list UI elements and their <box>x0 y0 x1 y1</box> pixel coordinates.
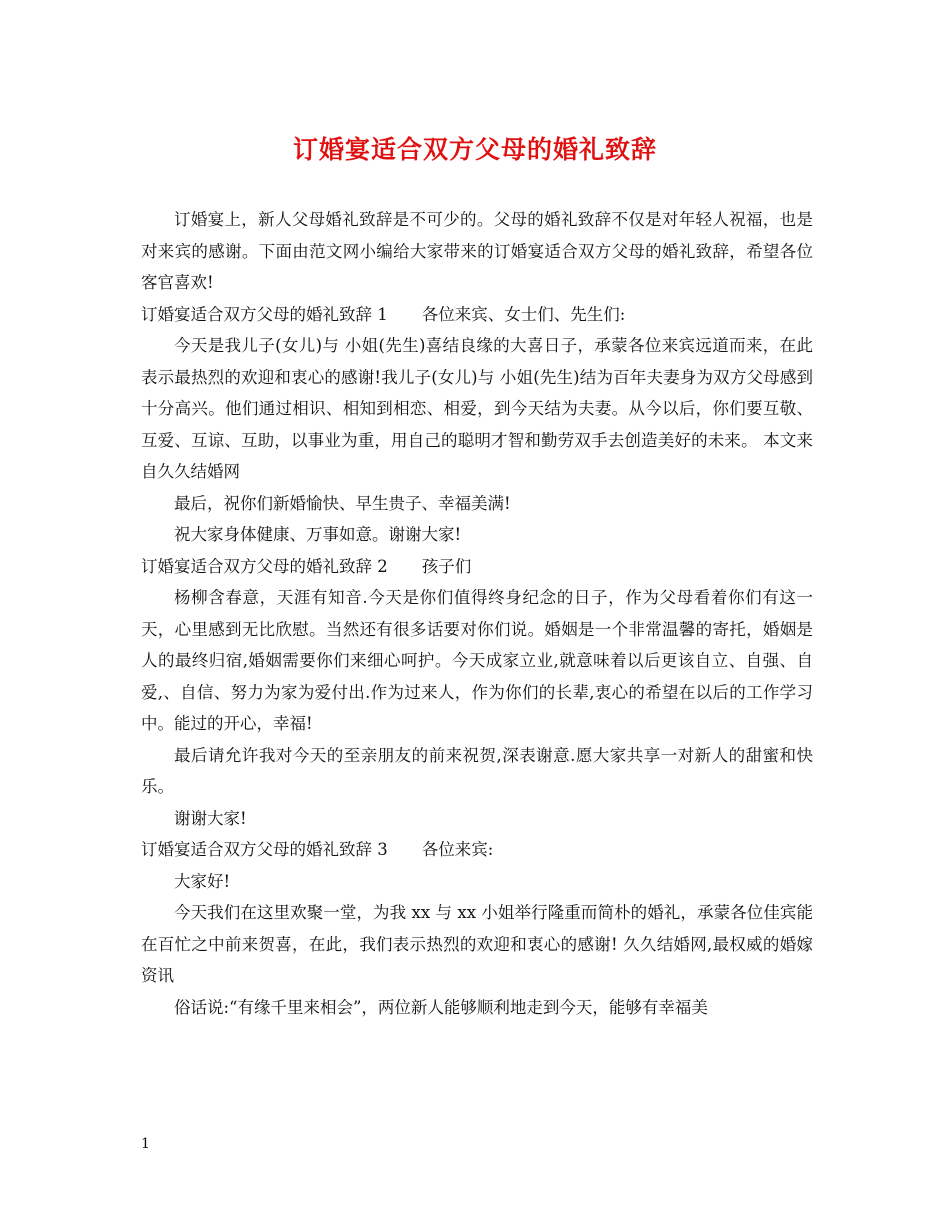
section-heading-line <box>141 299 813 331</box>
document-title: 订婚宴适合双方父母的婚礼致辞 <box>292 135 657 164</box>
speech-paragraph: 俗话说:“有缘千里来相会”，两位新人能够顺利地走到今天，能够有幸福美 <box>174 997 708 1017</box>
section-salutation: 各位来宾: <box>421 840 494 859</box>
document-body <box>141 204 813 1023</box>
speech-paragraph: 今天是我儿子(女儿)与 小姐(先生)喜结良缘的大喜日子，承蒙各位来宾远道而来，在此表示最热烈的欢迎和衷心的感谢!我儿子(女儿)与 小姐(先生)结为百年夫妻身为双方父母感到十分高兴。他们通过相识、相知到相恋、相爱，到今天结为夫妻。从今以后，你们要互敬、互爱、互谅、互助，以事业为重，用自己的聪明才智和勤劳双手去创造美好的未来。 本文来自久久结婚网 <box>141 336 813 481</box>
speech-paragraph: 谢谢大家! <box>174 808 247 828</box>
section-salutation: 各位来宾、女士们、先生们: <box>421 304 626 324</box>
page-number: 1 <box>141 1136 150 1152</box>
speech-paragraph: 杨柳含春意，天涯有知音.今天是你们值得终身纪念的日子，作为父母看着你们有这一天，心里感到无比欣慰。当然还有很多话要对你们说。婚姻是一个非常温馨的寄托，婚姻是人的最终归宿,婚姻需要你们来细心呵护。今天成家立业,就意味着以后更该自立、自强、自爱,、自信、努力为家为爱付出.作为过来人，作为你们的长辈,衷心的希望在以后的工作学习中。能过的开心，幸福! <box>141 588 813 733</box>
section-heading: 订婚宴适合双方父母的婚礼致辞 1 <box>141 304 388 324</box>
section-salutation: 孩子们 <box>421 556 472 576</box>
intro-paragraph: 订婚宴上，新人父母婚礼致辞是不可少的。父母的婚礼致辞不仅是对年轻人祝福，也是对来宾的感谢。下面由范文网小编给大家带来的订婚宴适合双方父母的婚礼致辞，希望各位客官喜欢! <box>141 210 813 292</box>
speech-paragraph: 最后，祝你们新婚愉快、早生贵子、幸福美满! <box>174 493 511 513</box>
speech-paragraph: 祝大家身体健康、万事如意。谢谢大家! <box>174 525 462 544</box>
section-heading-line <box>141 551 813 583</box>
section-heading: 订婚宴适合双方父母的婚礼致辞 2 <box>141 556 388 576</box>
section-heading: 订婚宴适合双方父母的婚礼致辞 3 <box>141 840 388 859</box>
speech-paragraph: 今天我们在这里欢聚一堂，为我 xx 与 xx 小姐举行隆重而简朴的婚礼，承蒙各位佳宾能在百忙之中前来贺喜，在此，我们表示热烈的欢迎和衷心的感谢! 久久结婚网,最权威的婚嫁资讯 <box>141 903 813 985</box>
speech-paragraph: 最后请允许我对今天的至亲朋友的前来祝贺,深表谢意.愿大家共享一对新人的甜蜜和快乐。 <box>141 745 813 796</box>
section-heading-line <box>141 834 813 866</box>
speech-paragraph: 大家好! <box>174 871 231 891</box>
